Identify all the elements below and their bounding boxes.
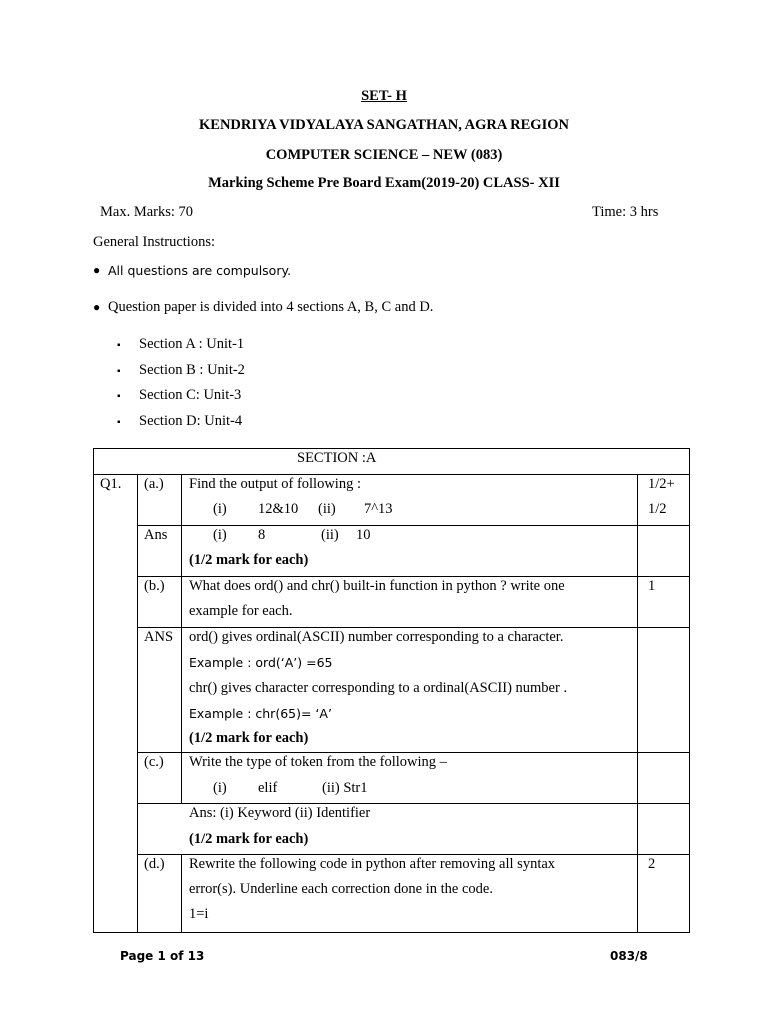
code-line: 1=i <box>189 906 209 922</box>
marks-note: (1/2 mark for each) <box>189 552 309 568</box>
answer-example: Example : chr(65)= ‘A’ <box>189 706 332 721</box>
marks: 1/2 <box>648 501 667 517</box>
table-rule <box>637 474 638 933</box>
table-border <box>93 448 690 449</box>
question-text: Rewrite the following code in python after removing all syntax <box>189 856 556 872</box>
roman-label: (ii) <box>321 527 339 543</box>
roman-label: (i) <box>213 501 227 517</box>
question-value: 12&10 <box>258 501 299 517</box>
question-text: Find the output of following : <box>189 476 361 492</box>
part-label: (d.) <box>144 856 165 872</box>
question-value: 7^13 <box>364 501 393 517</box>
question-text: What does ord() and chr() built-in function in python ? write one <box>189 578 565 594</box>
instruction-item: All questions are compulsory. <box>108 263 292 278</box>
instruction-item: Question paper is divided into 4 sections A, B, C and D. <box>108 299 434 315</box>
organization-title: KENDRIYA VIDYALAYA SANGATHAN, AGRA REGION <box>199 117 569 133</box>
question-text: Write the type of token from the following – <box>189 754 447 770</box>
question-text: example for each. <box>189 603 293 619</box>
table-rule <box>137 474 138 933</box>
marks: 1 <box>648 578 656 594</box>
roman-label: (ii) <box>318 501 336 517</box>
table-rule <box>181 474 182 803</box>
marks: 2 <box>648 856 656 872</box>
question-text: error(s). Underline each correction done in the code. <box>189 881 493 897</box>
table-border <box>689 448 690 933</box>
max-marks: Max. Marks: 70 <box>100 204 194 220</box>
exam-title: Marking Scheme Pre Board Exam(2019-20) CLASS- XII <box>208 175 560 191</box>
roman-label: (i) <box>213 780 227 796</box>
square-bullet-icon: ▪ <box>117 340 121 351</box>
question-number: Q1. <box>100 476 122 492</box>
section-item: Section D: Unit-4 <box>139 413 243 429</box>
time-allowed: Time: 3 hrs <box>592 204 659 220</box>
bullet-icon: ● <box>93 300 101 314</box>
marks: 1/2+ <box>648 476 675 492</box>
table-rule <box>181 854 182 933</box>
subject-title: COMPUTER SCIENCE – NEW (083) <box>265 147 503 163</box>
instructions-title: General Instructions: <box>93 234 216 250</box>
answer-label: ANS <box>144 629 174 645</box>
answer-value: 10 <box>356 527 371 543</box>
bullet-icon: ● <box>93 263 101 277</box>
part-label: (a.) <box>144 476 164 492</box>
paper-code: 083/8 <box>610 949 648 963</box>
set-label: SET- H <box>361 88 407 104</box>
section-item: Section B : Unit-2 <box>139 362 245 378</box>
part-label: (b.) <box>144 578 165 594</box>
section-item: Section C: Unit-3 <box>139 387 242 403</box>
section-item: Section A : Unit-1 <box>139 336 245 352</box>
marks-note: (1/2 mark for each) <box>189 831 309 847</box>
answer-label: Ans <box>144 527 168 543</box>
question-value: (ii) Str1 <box>322 780 368 796</box>
answer-example: Example : ord(‘A’) =65 <box>189 655 333 670</box>
answer-text: Ans: (i) Keyword (ii) Identifier <box>189 805 371 821</box>
page-number: Page 1 of 13 <box>120 949 205 963</box>
table-border <box>93 932 690 933</box>
marks-note: (1/2 mark for each) <box>189 730 309 746</box>
section-title: SECTION :A <box>297 450 377 466</box>
table-border <box>93 448 94 933</box>
square-bullet-icon: ▪ <box>117 366 121 377</box>
part-label: (c.) <box>144 754 164 770</box>
answer-text: chr() gives character corresponding to a ordinal(ASCII) number . <box>189 680 568 696</box>
table-rule <box>93 474 690 475</box>
answer-value: 8 <box>258 527 266 543</box>
square-bullet-icon: ▪ <box>117 417 121 428</box>
question-value: elif <box>258 780 278 796</box>
roman-label: (i) <box>213 527 227 543</box>
answer-text: ord() gives ordinal(ASCII) number corresponding to a character. <box>189 629 564 645</box>
square-bullet-icon: ▪ <box>117 391 121 402</box>
